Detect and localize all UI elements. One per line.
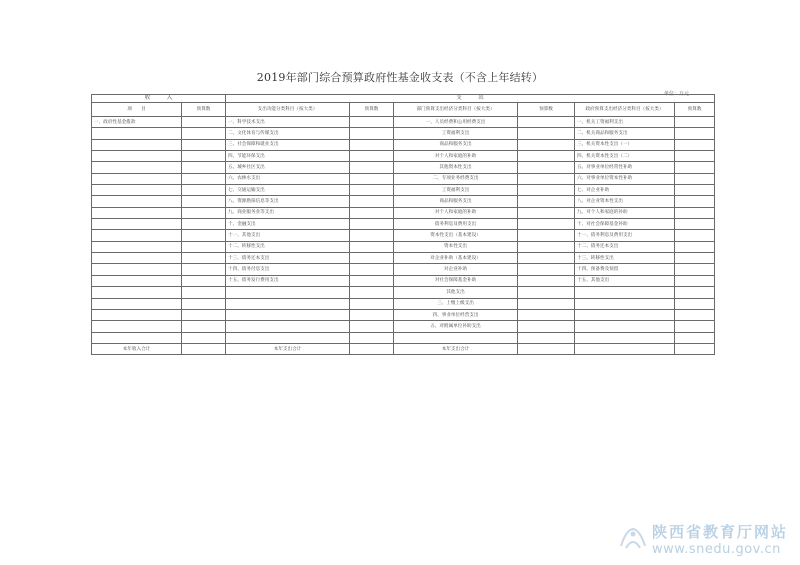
budget-column-header: 预算数: [518, 103, 575, 117]
dept-budget-cell: [518, 264, 575, 275]
income-budget-cell: [182, 332, 226, 343]
func-budget-cell: [350, 321, 394, 332]
func-item-cell: 七、交通运输支出: [226, 185, 350, 196]
income-item-cell: [92, 151, 182, 162]
func-budget-cell: [350, 139, 394, 150]
income-item-cell: [92, 162, 182, 173]
income-budget-cell: [182, 230, 226, 241]
gov-budget-cell: [675, 321, 715, 332]
func-budget-cell: [350, 241, 394, 252]
income-budget-cell: [182, 139, 226, 150]
gov-item-cell: 八、对企业资本性支出: [575, 196, 675, 207]
dept-budget-cell: [518, 275, 575, 286]
income-item-cell: [92, 128, 182, 139]
table-row: [92, 321, 715, 332]
gov-budget-cell: [675, 207, 715, 218]
budget-column-header: 预算数: [182, 103, 226, 117]
income-budget-cell: [182, 241, 226, 252]
table-row: [92, 219, 715, 230]
dept-total-value: [518, 343, 575, 354]
gov-item-cell: 五、对事业单位经常性补助: [575, 162, 675, 173]
gov-budget-cell: [675, 196, 715, 207]
func-item-cell: 五、城乡社区支出: [226, 162, 350, 173]
func-item-cell: 十五、债务发行费用支出: [226, 275, 350, 286]
dept-item-cell: 对个人和家庭的补助: [394, 151, 518, 162]
gov-budget-cell: [675, 139, 715, 150]
gov-budget-cell: [675, 298, 715, 309]
income-budget-cell: [182, 173, 226, 184]
dept-econ-column-header: 部门预算支出经济分类科目（按大类）: [394, 103, 518, 117]
table-row: [92, 185, 715, 196]
func-budget-cell: [350, 287, 394, 298]
income-item-cell: [92, 264, 182, 275]
gov-budget-cell: [675, 151, 715, 162]
dept-budget-cell: [518, 162, 575, 173]
func-item-cell: 十、金融支出: [226, 219, 350, 230]
income-budget-cell: [182, 287, 226, 298]
income-budget-cell: [182, 185, 226, 196]
gov-budget-cell: [675, 309, 715, 320]
income-item-cell: [92, 275, 182, 286]
dept-item-cell: 商品和服务支出: [394, 196, 518, 207]
func-budget-cell: [350, 309, 394, 320]
item-column-header: 项 目: [92, 103, 182, 117]
gov-item-cell: 十四、预备费及预留: [575, 264, 675, 275]
dept-item-cell: 工资福利支出: [394, 128, 518, 139]
dept-budget-cell: [518, 230, 575, 241]
income-item-cell: [92, 241, 182, 252]
dept-budget-cell: [518, 139, 575, 150]
gov-budget-cell: [675, 241, 715, 252]
func-item-cell: 十三、债务还本支出: [226, 253, 350, 264]
income-budget-cell: [182, 253, 226, 264]
gov-budget-cell: [675, 253, 715, 264]
table-row: [92, 332, 715, 343]
income-budget-cell: [182, 162, 226, 173]
dept-budget-cell: [518, 117, 575, 128]
income-item-cell: [92, 219, 182, 230]
gov-item-cell: 十二、债务还本支出: [575, 241, 675, 252]
income-budget-cell: [182, 151, 226, 162]
table-row: [92, 196, 715, 207]
site-watermark: [618, 521, 788, 557]
income-item-cell: [92, 287, 182, 298]
func-budget-cell: [350, 219, 394, 230]
dept-budget-cell: [518, 196, 575, 207]
func-budget-cell: [350, 128, 394, 139]
func-budget-cell: [350, 196, 394, 207]
func-budget-cell: [350, 173, 394, 184]
income-item-cell: [92, 298, 182, 309]
site-logo-icon: [618, 526, 648, 552]
income-total-label: 本年收入合计: [92, 343, 182, 354]
dept-item-cell: [394, 332, 518, 343]
func-budget-cell: [350, 117, 394, 128]
table-row: [92, 162, 715, 173]
func-item-cell: 二、文化体育与传媒支出: [226, 128, 350, 139]
income-budget-cell: [182, 196, 226, 207]
func-budget-cell: [350, 185, 394, 196]
gov-item-cell: 十五、其他支出: [575, 275, 675, 286]
table-row: [92, 139, 715, 150]
table-row: [92, 298, 715, 309]
gov-total-value: [675, 343, 715, 354]
table-row: [92, 264, 715, 275]
income-item-cell: [92, 196, 182, 207]
dept-total-label: 本年支出合计: [394, 343, 518, 354]
gov-item-cell: 七、对企业补助: [575, 185, 675, 196]
totals-row: [92, 343, 715, 354]
gov-total-label: [575, 343, 675, 354]
budget-column-header: 预算数: [350, 103, 394, 117]
income-item-cell: [92, 332, 182, 343]
dept-item-cell: 其他支出: [394, 287, 518, 298]
dept-budget-cell: [518, 332, 575, 343]
table-row: [92, 151, 715, 162]
income-budget-cell: [182, 117, 226, 128]
func-budget-cell: [350, 275, 394, 286]
table-row: [92, 309, 715, 320]
table-row: [92, 253, 715, 264]
gov-budget-cell: [675, 117, 715, 128]
func-total-value: [350, 343, 394, 354]
unit-label: 单位：万元: [664, 91, 690, 97]
table-row: [92, 128, 715, 139]
gov-item-cell: 十一、债务利息及费用支出: [575, 230, 675, 241]
func-item-cell: [226, 298, 350, 309]
income-budget-cell: [182, 128, 226, 139]
expense-header: 支 出: [226, 95, 715, 103]
gov-item-cell: [575, 332, 675, 343]
gov-budget-cell: [675, 230, 715, 241]
dept-budget-cell: [518, 128, 575, 139]
gov-item-cell: [575, 298, 675, 309]
dept-budget-cell: [518, 151, 575, 162]
income-item-cell: [92, 173, 182, 184]
func-budget-cell: [350, 264, 394, 275]
dept-budget-cell: [518, 241, 575, 252]
func-item-cell: [226, 287, 350, 298]
table-row: [92, 207, 715, 218]
gov-item-cell: 一、机关工资福利支出: [575, 117, 675, 128]
func-budget-cell: [350, 162, 394, 173]
dept-item-cell: 四、事业单位经营支出: [394, 309, 518, 320]
func-item-cell: 十一、其他支出: [226, 230, 350, 241]
dept-budget-cell: [518, 298, 575, 309]
dept-item-cell: 资本性支出（基本建设）: [394, 230, 518, 241]
income-item-cell: [92, 309, 182, 320]
func-budget-cell: [350, 151, 394, 162]
func-total-label: 本年支出合计: [226, 343, 350, 354]
func-item-cell: [226, 309, 350, 320]
func-item-cell: 一、科学技术支出: [226, 117, 350, 128]
income-item-cell: [92, 253, 182, 264]
gov-budget-cell: [675, 173, 715, 184]
func-item-cell: 九、商业服务业等支出: [226, 207, 350, 218]
gov-budget-cell: [675, 185, 715, 196]
budget-table: [91, 94, 715, 355]
gov-budget-cell: [675, 287, 715, 298]
income-budget-cell: [182, 321, 226, 332]
dept-item-cell: 工资福利支出: [394, 185, 518, 196]
func-budget-cell: [350, 253, 394, 264]
gov-item-cell: 三、机关资本性支出（一）: [575, 139, 675, 150]
dept-item-cell: 一、人员经费和公用经费支出: [394, 117, 518, 128]
dept-budget-cell: [518, 321, 575, 332]
gov-budget-cell: [675, 264, 715, 275]
gov-item-cell: [575, 321, 675, 332]
table-row: [92, 173, 715, 184]
table-row: [92, 230, 715, 241]
table-row: [92, 117, 715, 128]
gov-budget-cell: [675, 162, 715, 173]
func-budget-cell: [350, 207, 394, 218]
dept-item-cell: 对企业补助: [394, 264, 518, 275]
table-row: [92, 287, 715, 298]
income-item-cell: [92, 207, 182, 218]
income-budget-cell: [182, 219, 226, 230]
dept-item-cell: 其他资本性支出: [394, 162, 518, 173]
page-title: 2019年部门综合预算政府性基金收支表（不含上年结转）: [256, 71, 544, 84]
income-total-value: [182, 343, 226, 354]
dept-item-cell: 二、专项业务经费支出: [394, 173, 518, 184]
gov-item-cell: 六、对事业单位资本性补助: [575, 173, 675, 184]
income-header: 收 入: [92, 95, 226, 103]
gov-item-cell: 四、机关资本性支出（二）: [575, 151, 675, 162]
header-row-group: [92, 95, 715, 103]
income-item-cell: [92, 139, 182, 150]
dept-item-cell: 三、上缴上级支出: [394, 298, 518, 309]
dept-budget-cell: [518, 253, 575, 264]
func-column-header: 支出功能分类科目（按大类）: [226, 103, 350, 117]
func-budget-cell: [350, 332, 394, 343]
dept-item-cell: 债务利息及费用支出: [394, 219, 518, 230]
dept-item-cell: 对企业补助（基本建设）: [394, 253, 518, 264]
budget-column-header: 预算数: [675, 103, 715, 117]
gov-item-cell: [575, 309, 675, 320]
dept-item-cell: 五、对附属单位补助支出: [394, 321, 518, 332]
dept-budget-cell: [518, 173, 575, 184]
gov-budget-cell: [675, 275, 715, 286]
watermark-site-name: 陕西省教育厅网站: [652, 523, 789, 541]
gov-item-cell: 九、对个人和家庭的补助: [575, 207, 675, 218]
dept-item-cell: 资本性支出: [394, 241, 518, 252]
func-item-cell: [226, 321, 350, 332]
func-item-cell: 四、节能环保支出: [226, 151, 350, 162]
dept-item-cell: 商品和服务支出: [394, 139, 518, 150]
income-budget-cell: [182, 264, 226, 275]
func-item-cell: 三、社会保障和就业支出: [226, 139, 350, 150]
dept-budget-cell: [518, 185, 575, 196]
dept-budget-cell: [518, 287, 575, 298]
gov-item-cell: 二、机关商品和服务支出: [575, 128, 675, 139]
dept-item-cell: 对个人和家庭的补助: [394, 207, 518, 218]
watermark-site-url: www.snedu.gov.cn: [652, 542, 781, 557]
dept-budget-cell: [518, 219, 575, 230]
income-item-cell: [92, 321, 182, 332]
income-budget-cell: [182, 309, 226, 320]
income-budget-cell: [182, 207, 226, 218]
income-item-cell: [92, 185, 182, 196]
table-row: [92, 241, 715, 252]
func-budget-cell: [350, 298, 394, 309]
gov-item-cell: [575, 287, 675, 298]
func-item-cell: 十四、债务付息支出: [226, 264, 350, 275]
gov-budget-cell: [675, 128, 715, 139]
gov-budget-cell: [675, 219, 715, 230]
dept-item-cell: 对社会保障基金补助: [394, 275, 518, 286]
income-item-cell: 一、政府性基金拨款: [92, 117, 182, 128]
income-budget-cell: [182, 298, 226, 309]
income-budget-cell: [182, 275, 226, 286]
gov-item-cell: 十三、转移性支出: [575, 253, 675, 264]
func-item-cell: 八、资源勘探信息等支出: [226, 196, 350, 207]
gov-econ-column-header: 政府预算支出经济分类科目（按大类）: [575, 103, 675, 117]
dept-budget-cell: [518, 207, 575, 218]
table-row: [92, 275, 715, 286]
func-item-cell: 六、农林水支出: [226, 173, 350, 184]
func-item-cell: 十二、转移性支出: [226, 241, 350, 252]
dept-budget-cell: [518, 309, 575, 320]
header-row-columns: [92, 103, 715, 117]
gov-item-cell: 十、对社会保障基金补助: [575, 219, 675, 230]
func-budget-cell: [350, 230, 394, 241]
func-item-cell: [226, 332, 350, 343]
gov-budget-cell: [675, 332, 715, 343]
income-item-cell: [92, 230, 182, 241]
